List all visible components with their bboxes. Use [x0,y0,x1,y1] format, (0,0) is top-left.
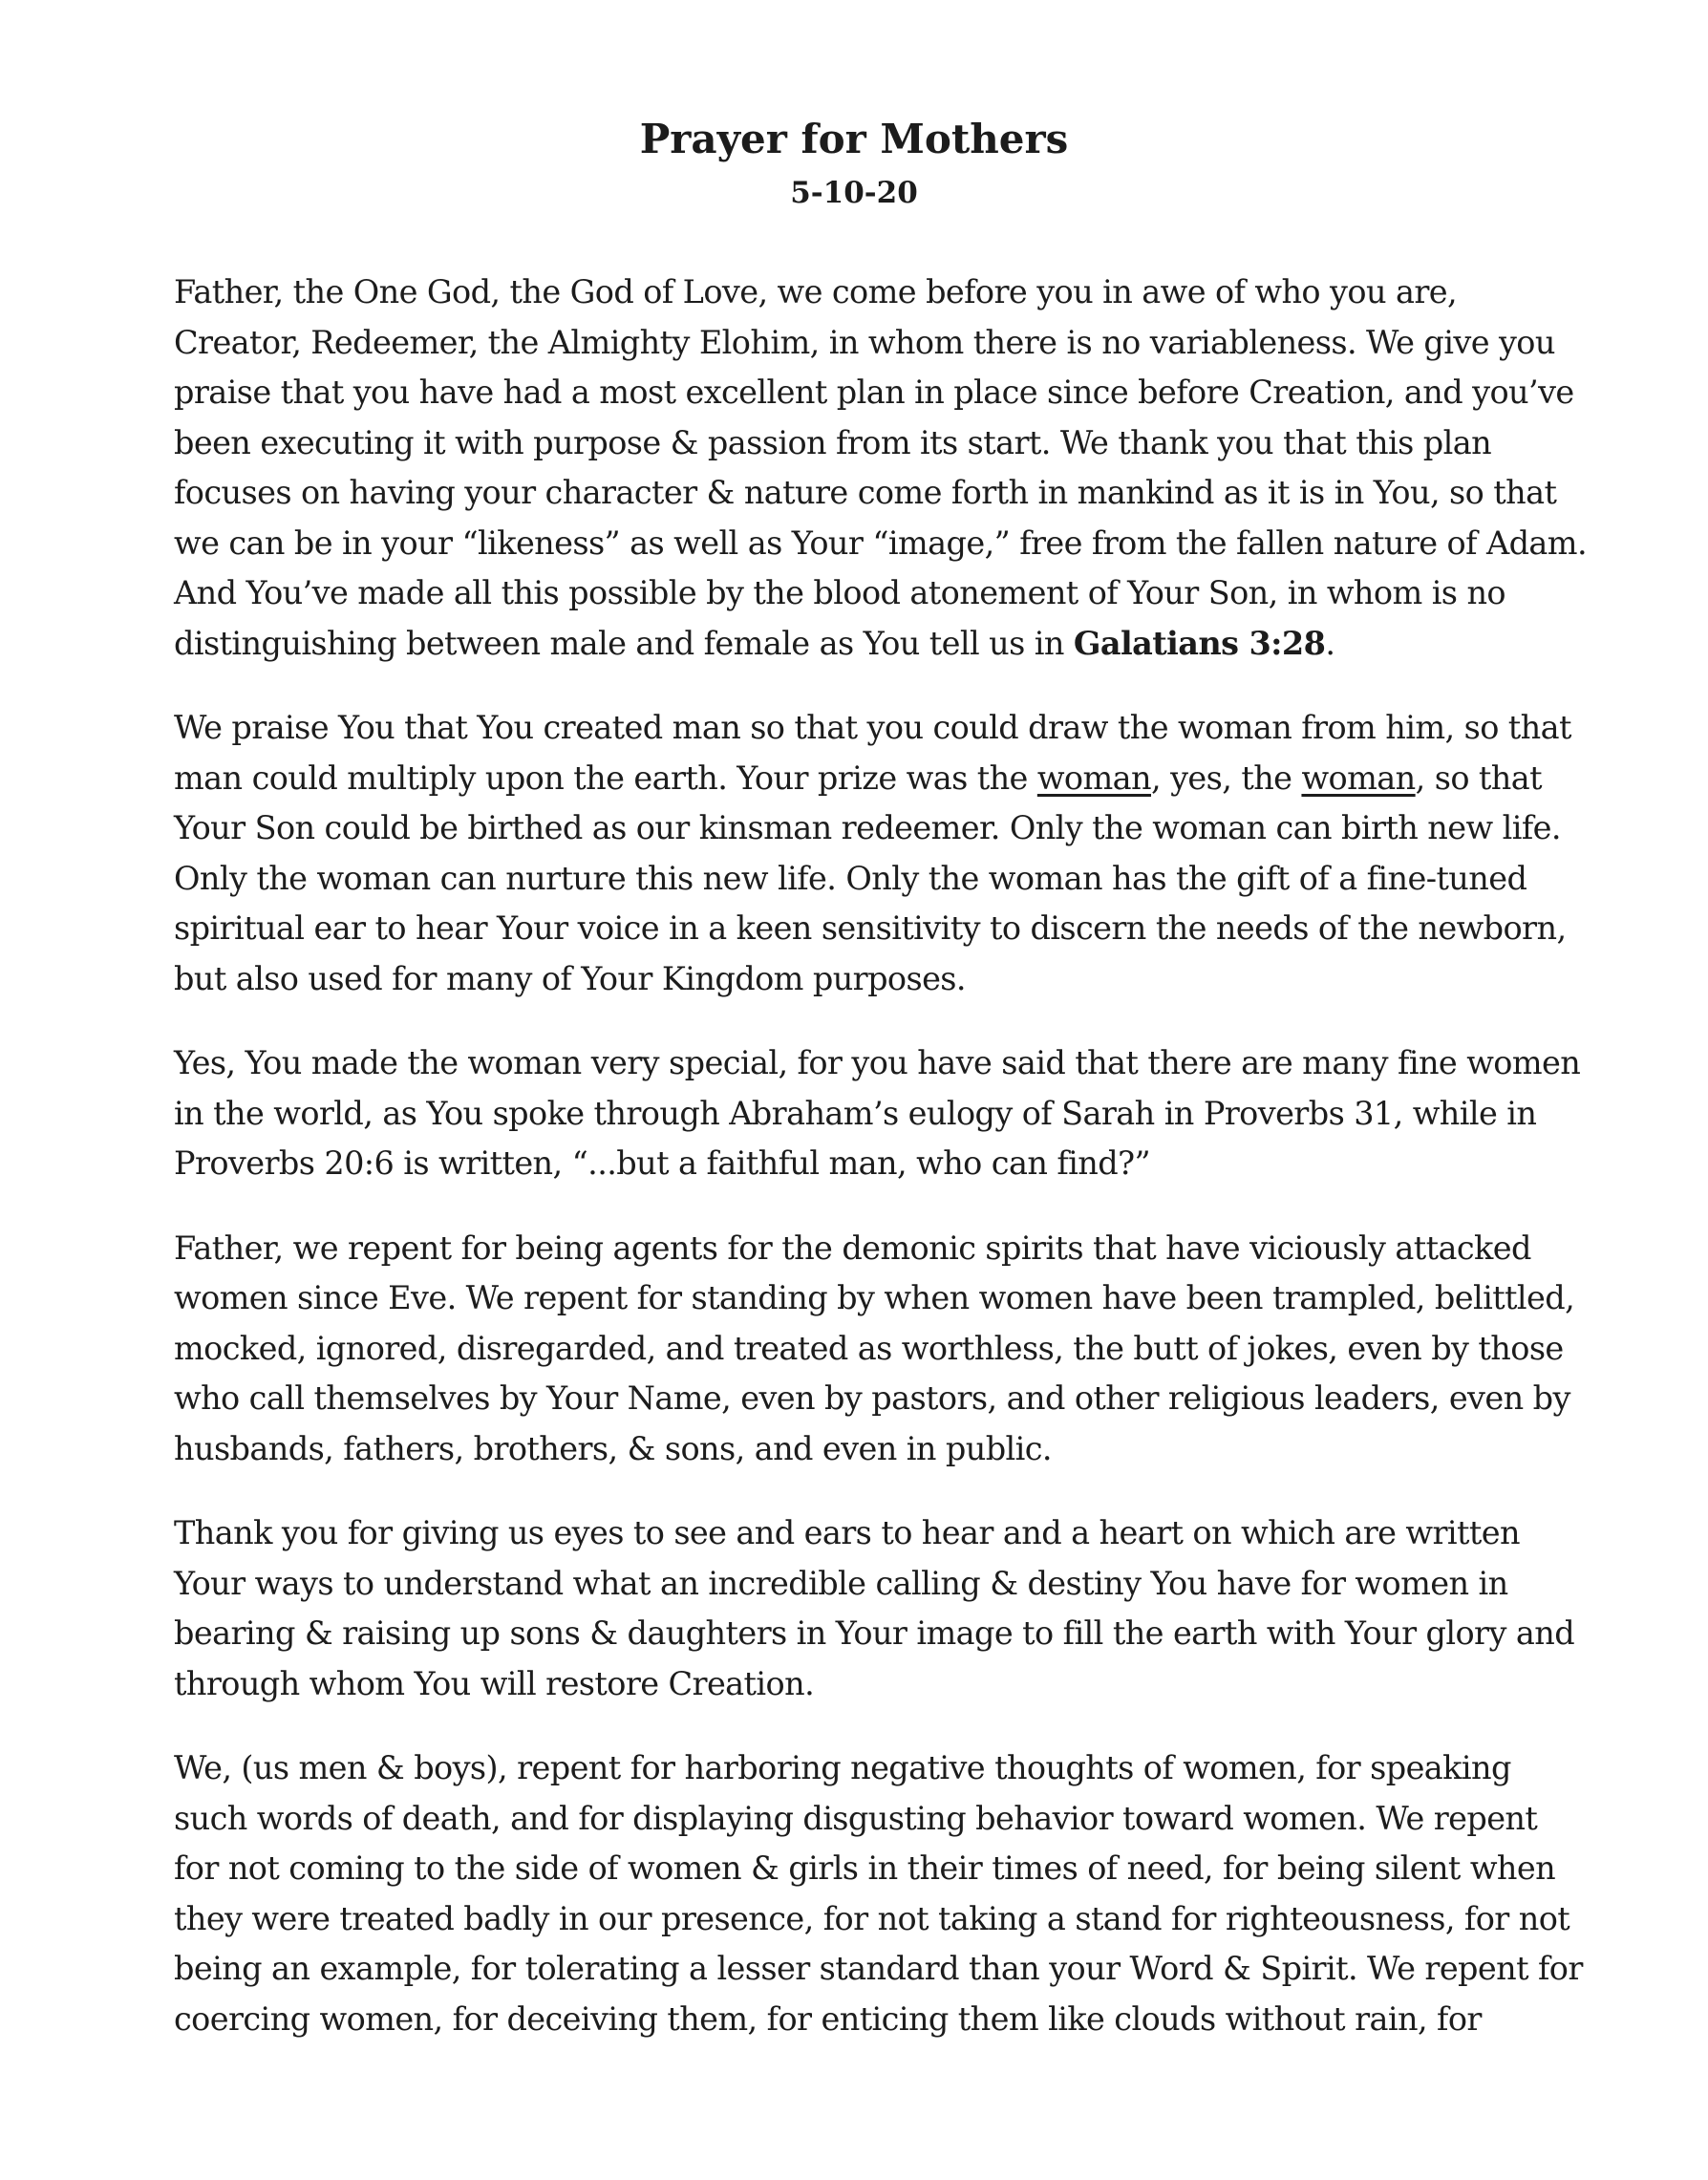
paragraph-2-text-2: , yes, the [1151,759,1302,797]
emphasis-woman-2: woman [1301,759,1416,797]
paragraph-5: Thank you for giving us eyes to see and ears to hear and a heart on which are written Your ways to understand what an incredible calling & destiny You have for women in bearing & raising up sons & daughters in Your image to fill the earth with Your glory and through whom You will restore Creation. [174,1514,1575,1702]
paragraph-3: Yes, You made the woman very special, for you have said that there are many fine women in the world, as You spoke through Abraham’s eulogy of Sarah in Proverbs 31, while in Proverbs 20:6 is written, “...but a faithful man, who can find?” [174,1044,1581,1182]
paragraph-1-end: . [1325,624,1335,662]
document-date: 5-10-20 [790,176,918,210]
emphasis-woman-1: woman [1036,759,1151,797]
page-title: Prayer for Mothers [639,116,1069,162]
paragraph-1-text: Father, the One God, the God of Love, we come before you in awe of who you are, Creator, Redeemer, the Almighty Elohim, in whom there is no variableness. We give you praise that you have had a most excellent plan in place since before Creation, and you’ve been executing it with purpose & passion from its start. We thank you that this plan focuses on having your character & nature come forth in mankind as it is in You, so that we can be in your “likeness” as well as Your “image,” free from the fallen nature of Adam. And You’ve made all this possible by the blood atonement of Your Son, in whom is no distinguishing between male and female as You tell us in [174,273,1588,662]
paragraph-2 [174,703,1588,1004]
document-body [174,267,1588,2079]
paragraph-2-text-3: , so that Your Son could be birthed as our kinsman redeemer. Only the woman can birth new life. Only the woman can nurture this new life. Only the woman has the gift of a fine-tuned spiritual ear to hear Your voice in a keen sensitivity to discern the needs of the newborn, but also used for many of Your Kingdom purposes. [174,759,1567,997]
paragraph-2-text-1: We praise You that You created man so that you could draw the woman from him, so that man could multiply upon the earth. Your prize was the [174,709,1571,797]
paragraph-6: We, (us men & boys), repent for harboring negative thoughts of women, for speaking such words of death, and for displaying disgusting behavior toward women. We repent for not coming to the side of women & girls in their times of need, for being silent when they were treated badly in our presence, for not taking a stand for righteousness, for not being an example, for tolerating a lesser standard than your Word & Spirit. We repent for coercing women, for deceiving them, for enticing them like clouds without rain, for [174,1749,1583,2038]
paragraph-4: Father, we repent for being agents for the demonic spirits that have viciously attacked women since Eve. We repent for standing by when women have been trampled, belittled, mocked, ignored, disregarded, and treated as worthless, the butt of jokes, even by those who call themselves by Your Name, even by pastors, and other religious leaders, even by husbands, fathers, brothers, & sons, and even in public. [174,1229,1575,1467]
paragraph-1 [174,267,1588,669]
scripture-reference: Galatians 3:28 [1073,624,1326,662]
